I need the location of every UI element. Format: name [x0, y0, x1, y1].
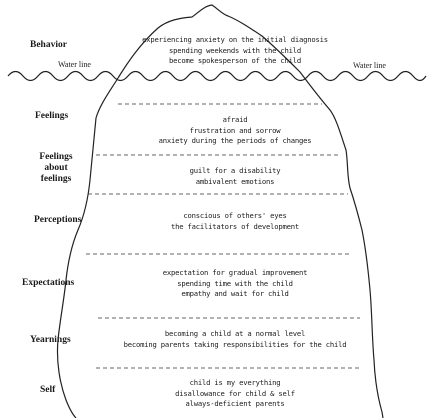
expectations-item: spending time with the child	[177, 278, 293, 288]
feelings-about-feelings-item: guilt for a disability	[189, 166, 281, 175]
self-item: child is my everything	[189, 378, 281, 387]
behavior-item: become spokesperson of the child	[168, 56, 302, 65]
yearnings-items	[120, 329, 350, 350]
yearnings-item: becoming parents taking responsibilities for the child	[123, 339, 347, 349]
level-label-self: Self	[40, 385, 56, 395]
expectations-item: empathy and wait for child	[181, 289, 289, 298]
water-line-label-left: Water line	[58, 60, 91, 69]
feelings-item: frustration and sorrow	[189, 125, 281, 135]
level-label-perceptions: Perceptions	[34, 215, 82, 225]
expectations-items	[120, 268, 350, 300]
label-line: Feelings	[39, 152, 73, 162]
level-label-expectations: Expectations	[22, 278, 75, 288]
yearnings-item: becoming a child at a normal level	[164, 329, 306, 338]
perceptions-item: the facilitators of development	[171, 221, 299, 231]
behavior-item: experiencing anxiety on the initial diagnosis	[142, 35, 328, 44]
feelings-item: afraid	[222, 115, 248, 124]
self-item: disallowance for child & self	[175, 388, 295, 398]
self-item: always-deficient parents	[185, 399, 285, 408]
feelings-about-feelings-items	[120, 166, 350, 187]
label-line: about	[44, 163, 68, 173]
feelings-item: anxiety during the periods of changes	[158, 136, 312, 145]
feelings-items	[120, 115, 350, 147]
behavior-item: spending weekends with the child	[168, 45, 302, 55]
water-line-label-right: Water line	[353, 61, 386, 70]
water-line-wave	[8, 72, 426, 81]
feelings-about-feelings-item: ambivalent emotions	[195, 176, 275, 186]
self-items	[120, 378, 350, 410]
label-line: feelings	[40, 174, 72, 184]
level-label-feelings: Feelings	[35, 111, 69, 121]
expectations-item: expectation for gradual improvement	[162, 268, 308, 277]
perceptions-items	[120, 211, 350, 232]
perceptions-item: conscious of others' eyes	[183, 211, 287, 220]
level-label-behavior: Behavior	[30, 40, 67, 50]
iceberg-outline-left	[57, 78, 118, 418]
behavior-items	[120, 35, 350, 67]
level-label-feelings-about-feelings	[36, 152, 76, 185]
level-label-yearnings: Yearnings	[30, 335, 71, 345]
